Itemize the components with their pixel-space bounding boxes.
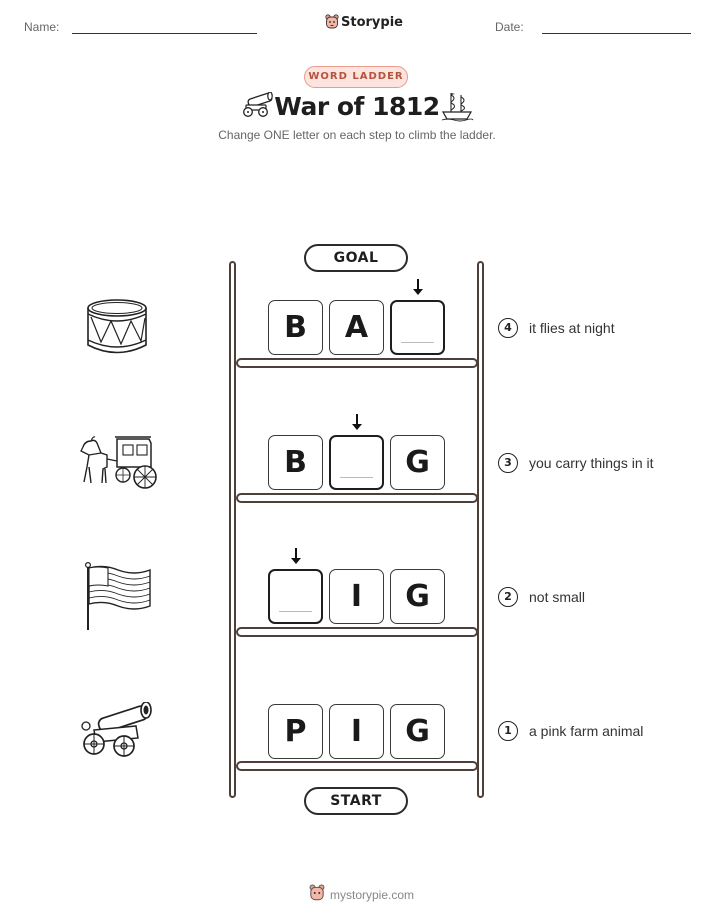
- letter-tile: G: [390, 704, 445, 759]
- letter-tile: G: [390, 569, 445, 624]
- arrow-down-icon: [411, 278, 425, 296]
- date-line[interactable]: [542, 33, 691, 34]
- letter-tile: G: [390, 435, 445, 490]
- letter-tile: I: [329, 704, 384, 759]
- ladder-right-rail: [477, 261, 484, 798]
- step-number: 2: [498, 587, 518, 607]
- name-line[interactable]: [72, 33, 257, 34]
- arrow-down-icon: [289, 547, 303, 565]
- step-number: 3: [498, 453, 518, 473]
- blank-letter-input[interactable]: [268, 569, 323, 624]
- answer-underline: [340, 477, 373, 478]
- blank-letter-input[interactable]: [390, 300, 445, 355]
- horse-carriage-icon: [79, 433, 157, 495]
- clue-text: not small: [529, 589, 586, 605]
- letter-tile: A: [329, 300, 384, 355]
- cannon-icon: [80, 702, 156, 764]
- brand-name: Storypie: [341, 15, 403, 30]
- footer-url: mystorypie.com: [329, 888, 415, 902]
- name-label: Name:: [24, 20, 60, 34]
- ladder-rung: [236, 493, 478, 503]
- clue-text: it flies at night: [529, 320, 615, 336]
- american-flag-icon: [84, 562, 152, 636]
- clue-text: you carry things in it: [529, 455, 654, 471]
- letter-tile: B: [268, 435, 323, 490]
- date-label: Date:: [495, 20, 524, 34]
- arrow-down-icon: [350, 413, 364, 431]
- start-label: START: [304, 787, 408, 815]
- page-title: War of 1812: [274, 92, 440, 121]
- answer-underline: [401, 342, 434, 343]
- letter-tile: B: [268, 300, 323, 355]
- ladder-rung: [236, 627, 478, 637]
- answer-underline: [279, 611, 312, 612]
- instructions: Change ONE letter on each step to climb the ladder.: [218, 128, 496, 142]
- sailing-ship-icon: [440, 90, 474, 126]
- ladder-rung: [236, 761, 478, 771]
- ladder-left-rail: [229, 261, 236, 798]
- step-number: 4: [498, 318, 518, 338]
- clue-text: a pink farm animal: [529, 723, 644, 739]
- letter-tile: I: [329, 569, 384, 624]
- letter-tile: P: [268, 704, 323, 759]
- goal-label: GOAL: [304, 244, 408, 272]
- step-number: 1: [498, 721, 518, 741]
- drum-icon: [85, 298, 149, 360]
- ladder-rung: [236, 358, 478, 368]
- storypie-logo-icon: [325, 14, 339, 34]
- word-ladder-badge: WORD LADDER: [304, 66, 408, 88]
- blank-letter-input[interactable]: [329, 435, 384, 490]
